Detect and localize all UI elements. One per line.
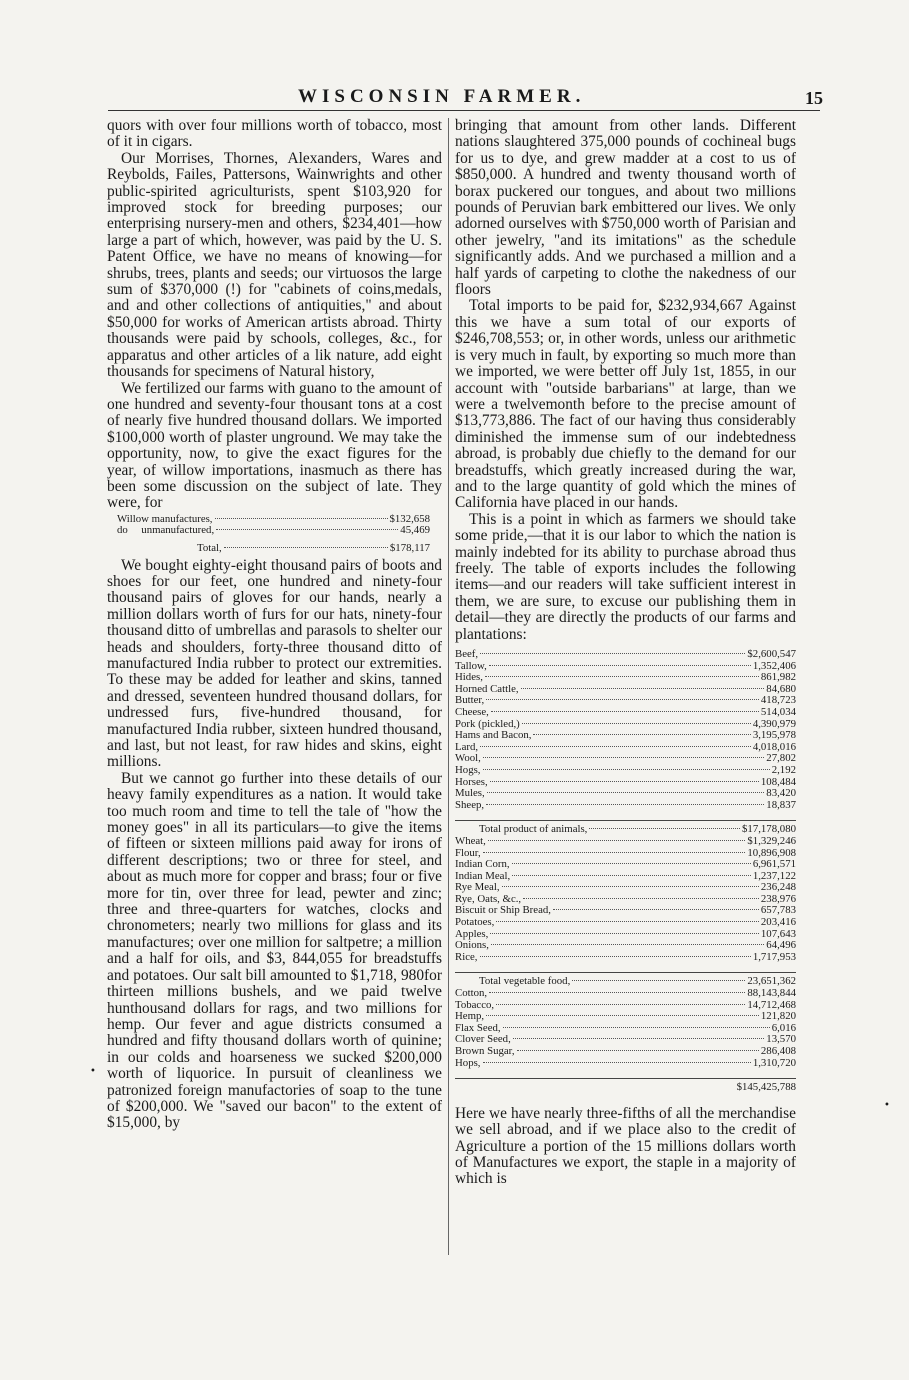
row-value: 6,016	[771, 1021, 796, 1034]
page-number: 15	[805, 88, 823, 108]
leader-dots	[503, 1027, 770, 1028]
page-header	[108, 86, 823, 108]
row-label: Clover Seed,	[455, 1033, 511, 1046]
table-total-row	[455, 972, 796, 988]
row-label: Butter,	[455, 694, 485, 707]
paragraph: But we cannot go further into these details of our heavy family expenditures as a nation. It would take too much room and time to tell the tale of "how the money goes" in all its particulars—to give the items of fifteen or sixteen millions paid away for irons of different descriptions; two or three for steel, and about as much more for copper and brass; four or five more for tin, over three for lead, pewter and zinc; three and three-quarters for watches, clocks and chronometers; nearly two millions for glass and its manufactures; over one million for saltpetre; a million and a half for oils, and $3, 844,055 for breadstuffs and potatoes. Our salt bill amounted to $1,718, 980for thirteen millions bushels, and we paid twelve hunthousand dollars for rags, and two millions for hemp. Our fever and ague districts consumed a hundred and fifty thousand dollars worth of quinine; in our colds and hoarseness we sucked $200,000 worth of liquorice. In pursuit of cleanliness we patronized foreign manufactories of soap to the tune of $200,000. We "saved our bacon" to the extent of $15,000, by	[107, 769, 442, 1132]
leader-dots	[215, 518, 388, 519]
row-value: 657,783	[760, 904, 796, 917]
column-divider	[448, 118, 449, 1255]
row-label: Cotton,	[455, 987, 488, 1000]
table-row	[455, 952, 796, 964]
row-value: 1,352,406	[752, 659, 796, 672]
spacer	[455, 811, 796, 817]
table-row	[455, 730, 796, 742]
paragraph: Our Morrises, Thornes, Alexanders, Wares and Reybolds, Failes, Pattersons, Wainwrights and other public-spirited agriculturists, spent $103,920 for improved stock for breeding purposes; our enterprising nursery-men and others, $234,401—how large a part of which, however, was paid by the U. S. Patent Office, we have no means of knowing—for shrubs, trees, plants and seeds; our virtuosos the large sum of $370,000 (!) for "cabinets of coins,medals, and and other collections of antiquities," and about $50,000 for works of American artists abroad. Thirty thousands were paid by schools, colleges, &c., for apparatus and other articles of a lik nature, add eight thousands for specimens of Natural history,	[107, 149, 442, 381]
row-value: 64,496	[766, 939, 796, 952]
grand-total-value: $145,425,788	[736, 1081, 796, 1094]
grand-total-row	[455, 1078, 796, 1094]
row-label: Biscuit or Ship Bread,	[455, 904, 551, 917]
table-row	[455, 1058, 796, 1070]
leader-dots	[216, 529, 398, 530]
leader-dots	[521, 688, 765, 689]
table-row	[455, 1011, 796, 1023]
row-value: 27,802	[766, 752, 796, 765]
table-row	[455, 649, 796, 661]
row-value: $17,178,080	[742, 823, 796, 836]
leader-dots	[491, 711, 759, 712]
row-label: Rye Meal,	[455, 881, 500, 894]
row-label: Total vegetable food,	[479, 975, 571, 988]
table-row	[455, 800, 796, 812]
leader-dots	[480, 653, 745, 654]
leader-dots	[224, 547, 388, 548]
margin-mark: •	[884, 1100, 890, 1111]
leader-dots	[513, 1038, 765, 1039]
leader-dots	[488, 840, 746, 841]
paragraph: Total imports to be paid for, $232,934,667 Against this we have a sum total of our exports of $246,708,553; or, in other words, unless our arithmetic is very much in fault, by exporting so much more than we imported, we were better off July 1st, 1855, in our account with "outside barbarians" at large, than we were a twelvemonth before to the precise amount of $13,773,886. The fact of our having thus considerably diminished the immense sum of our indebtedness abroad, is probably due chiefly to the demand for our breadstuffs, which greatly increased during the war, and to the large quantity of gold which the mines of California have placed in our hands.	[455, 297, 796, 512]
table-total-row	[455, 820, 796, 836]
leader-dots	[517, 1050, 759, 1051]
row-value: 14,712,468	[747, 998, 796, 1011]
paragraph: This is a point in which as farmers we should take some pride,—that it is our labor to which the nation is mainly indebted for its ability to purchase abroad thus freely. The table of exports includes the following items—and our readers will take sufficient interest in them, we are sure, to excuse our publishing them in detail—they are directly the products of our farms and plantations:	[455, 510, 796, 643]
leader-dots	[480, 746, 751, 747]
table-row	[455, 905, 796, 917]
row-label: Total,	[197, 541, 222, 554]
row-label: do unmanufactured,	[117, 524, 215, 537]
row-value: 45,469	[400, 524, 430, 537]
paragraph: bringing that amount from other lands. Different nations slaughtered 375,000 pounds of cochineal bugs for us to dye, and grew madder at a cost to us of $850,000. A hundred and twenty thousand worth of borax puckered our tongues, and about two millions pounds of Peruvian bark embittered our lives. We only adorned ourselves with $750,000 worth of Parisian and other jewelry, "and its imitations" as the schedule significantly adds. And we purchased a million and a half yards of carpeting to clothe the nakedness of our floors	[455, 117, 796, 299]
row-label: Flax Seed,	[455, 1021, 501, 1034]
row-label: Horned Cattle,	[455, 682, 519, 695]
row-value: $2,600,547	[747, 648, 796, 660]
table-row	[455, 777, 796, 789]
row-value: 236,248	[760, 881, 796, 894]
table-row	[455, 859, 796, 871]
spacer	[455, 963, 796, 969]
left-column	[107, 118, 442, 1132]
row-value: $132,658	[389, 512, 430, 525]
table-row	[455, 788, 796, 800]
leader-dots	[483, 1062, 751, 1063]
leader-dots	[489, 992, 745, 993]
table-row	[455, 742, 796, 754]
leader-dots	[483, 757, 764, 758]
paragraph: Here we have nearly three-fifths of all the merchandise we sell abroad, and if we place also to the credit of Agriculture a portion of the 15 millions dollars worth of Manufactures we export, the staple in a majority of which is	[455, 1104, 796, 1188]
paragraph: We fertilized our farms with guano to the amount of one hundred and seventy-four thousant tons at a cost of nearly five hundred thousand dollars. We imported $100,000 worth of plaster unground. We may take the opportunity, now, to give the exact figures for the year, of willow importations, inasmuch as there has been some discussion on the subject of late. They were, for	[107, 379, 442, 512]
row-label: Indian Meal,	[455, 869, 511, 882]
row-label: Cheese,	[455, 705, 489, 718]
row-value: 2,192	[771, 763, 796, 776]
row-value: 108,484	[760, 775, 796, 788]
right-column	[455, 118, 796, 1188]
table-row	[455, 684, 796, 696]
row-label: Indian Corn,	[455, 858, 510, 871]
willow-table	[107, 514, 442, 555]
table-row	[455, 940, 796, 952]
table-row	[455, 836, 796, 848]
table-row	[455, 765, 796, 777]
table-row	[117, 525, 430, 537]
leader-dots	[512, 863, 751, 864]
table-row	[455, 871, 796, 883]
leader-dots	[486, 699, 759, 700]
row-value: 23,651,362	[747, 975, 796, 988]
margin-mark: •	[90, 1066, 96, 1077]
leader-dots	[512, 875, 751, 876]
spacer	[455, 1069, 796, 1075]
row-value: 84,680	[766, 682, 796, 695]
running-title: WISCONSIN FARMER.	[298, 86, 586, 107]
row-value: 4,018,016	[752, 740, 796, 753]
row-label: Flour,	[455, 846, 481, 859]
leader-dots	[533, 734, 750, 735]
row-label: Tobacco,	[455, 998, 495, 1011]
row-value: 3,195,978	[752, 729, 796, 742]
leader-dots	[490, 933, 759, 934]
leader-dots	[486, 1015, 759, 1016]
leader-dots	[502, 886, 759, 887]
table-row	[455, 917, 796, 929]
table-row	[455, 929, 796, 941]
row-label: Hogs,	[455, 763, 481, 776]
row-label: Apples,	[455, 927, 489, 940]
table-row	[455, 1000, 796, 1012]
row-label: Onions,	[455, 939, 489, 952]
leader-dots	[483, 769, 770, 770]
leader-dots	[490, 781, 759, 782]
exports-table	[455, 649, 796, 1094]
leader-dots	[496, 921, 759, 922]
leader-dots	[487, 792, 765, 793]
row-value: 18,837	[766, 798, 796, 811]
table-row	[455, 753, 796, 765]
leader-dots	[589, 828, 740, 829]
leader-dots	[480, 956, 751, 957]
row-label: Pork (pickled,)	[455, 717, 520, 730]
header-rule	[108, 110, 820, 111]
leader-dots	[523, 898, 759, 899]
row-label: Mules,	[455, 787, 485, 800]
leader-dots	[485, 676, 759, 677]
table-row	[455, 695, 796, 707]
row-label: Potatoes,	[455, 916, 495, 929]
row-label: Horses,	[455, 775, 488, 788]
row-value: 1,717,953	[752, 950, 796, 963]
leader-dots	[489, 665, 751, 666]
table-total-row	[117, 543, 430, 555]
row-label: Willow manufactures,	[117, 512, 213, 525]
row-label: Beef,	[455, 648, 479, 660]
paragraph: quors with over four millions worth of tobacco, most of it in cigars.	[107, 117, 442, 151]
row-label: Wool,	[455, 752, 481, 765]
row-label: Wheat,	[455, 834, 486, 847]
table-row	[455, 1046, 796, 1058]
row-label: Rye, Oats, &c.,	[455, 892, 522, 905]
row-value: 83,420	[766, 787, 796, 800]
row-value: 238,976	[760, 892, 796, 905]
row-value: 6,961,571	[752, 858, 796, 871]
row-value: 514,034	[760, 705, 796, 718]
row-label: Rice,	[455, 950, 478, 963]
row-value: 107,643	[760, 927, 796, 940]
row-label: Total product of animals,	[479, 823, 588, 836]
row-value: 13,570	[766, 1033, 796, 1046]
row-label: Hemp,	[455, 1010, 485, 1023]
row-value: 121,820	[760, 1010, 796, 1023]
row-value: 4,390,979	[752, 717, 796, 730]
row-label: Hops,	[455, 1056, 481, 1069]
row-label: Tallow,	[455, 659, 487, 672]
row-value: 861,982	[760, 671, 796, 684]
row-value: 1,310,720	[752, 1056, 796, 1069]
row-value: 88,143,844	[747, 987, 796, 1000]
row-value: 10,896,908	[747, 846, 796, 859]
row-label: Lard,	[455, 740, 479, 753]
row-value: 203,416	[760, 916, 796, 929]
row-value: $178,117	[389, 541, 430, 554]
leader-dots	[496, 1004, 745, 1005]
row-value: 1,237,122	[752, 869, 796, 882]
table-row	[455, 661, 796, 673]
row-label: Brown Sugar,	[455, 1045, 515, 1057]
row-value: 286,408	[760, 1045, 796, 1057]
paragraph: We bought eighty-eight thousand pairs of boots and shoes for our feet, one hundred and ninety-four thousand pairs of gloves for our hands, nearly a million dollars worth of furs for our hats, ninety-four thousand ditto of umbrellas and parasols to shelter our heads and shoulders, forty-three thousand ditto of manufactured India rubber to protect our extremities. To these may be added for leather and skins, tanned and dressed, seventeen hundred thousand dollars, for undressed furs, five-hundred thousand, for manufactured India rubber, sixteen hundred thousand, and last, but not least, for raw hides and skins, eight millions.	[107, 556, 442, 771]
table-row	[455, 988, 796, 1000]
leader-dots	[483, 852, 746, 853]
leader-dots	[522, 723, 751, 724]
leader-dots	[486, 804, 764, 805]
row-label: Hams and Bacon,	[455, 729, 532, 742]
row-value: $1,329,246	[747, 834, 796, 847]
leader-dots	[491, 944, 764, 945]
row-label: Sheep,	[455, 798, 485, 811]
leader-dots	[572, 980, 745, 981]
row-value: 418,723	[760, 694, 796, 707]
leader-dots	[553, 909, 759, 910]
row-label: Hides,	[455, 671, 483, 684]
table-row	[455, 707, 796, 719]
